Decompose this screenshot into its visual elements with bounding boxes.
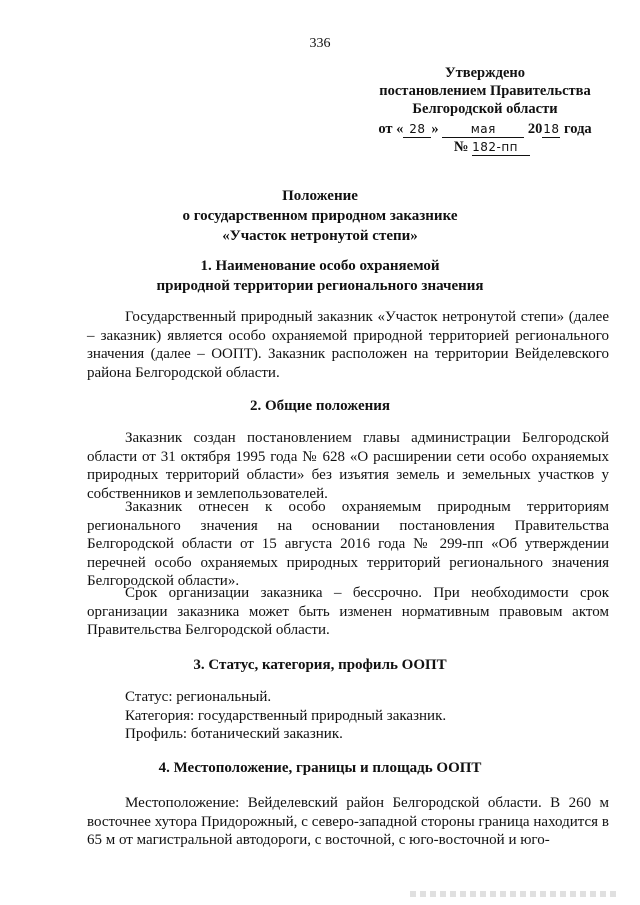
page-number: 336 [309,36,331,51]
approval-number: 182-пп [472,140,530,156]
approval-block [360,64,610,156]
section-2-heading: 2. Общие положения [249,398,391,414]
date-month: мая [442,122,524,138]
section-1-heading-line-2: природной территории регионального значения [156,278,484,294]
section-4-paragraph: Местоположение: Вейделевский район Белгородской области. В 260 м восточнее хутора Придорожный, с северо-западной стороны граница находится в 65 м от магистральной автодороги, с восточной, с юго-восточной и юго- [87,795,609,849]
date-day: 28 [403,122,431,138]
document-title [0,186,640,246]
category-line: Категория: государственный природный заказник. [125,708,447,724]
section-2-paragraph-1: Заказник создан постановлением главы администрации Белгородской области от 31 октября 1995 года № 628 «О расширении сети особо охраняемых природных территорий области» без изъятия земель и земельных участков у собственников и землепользователей. [87,430,609,502]
date-year-suffix: 18 [543,122,560,136]
section-2-paragraph-3: Срок организации заказника – бессрочно. При необходимости срок организации заказника может быть изменен нормативным правовым актом Правительства Белгородской области. [87,585,609,639]
date-prefix: от [378,121,393,137]
date-year-word: года [564,121,592,137]
section-1-paragraph: Государственный природный заказник «Участок нетронутой степи» (далее – заказник) является особо охраняемой природной территорией регионального значения (далее – ООПТ). Заказник расположен на территории Вейделевского района Белгородской области. [87,309,609,381]
status-line: Статус: региональный. [125,689,272,705]
number-prefix: № [453,139,469,155]
section-3-heading: 3. Статус, категория, профиль ООПТ [193,657,447,673]
section-1-heading [0,256,640,296]
title-line-3: «Участок нетронутой степи» [222,228,418,244]
faded-footer-mark [410,891,620,897]
approval-number-line [374,138,610,156]
section-2-paragraph-2: Заказник отнесен к особо охраняемым природным территориям регионального значения на основании постановления Правительства Белгородской области от 15 августа 2016 года № 299-пп «Об утверждении перечней особо охраняемых природных территорий регионального значения Белгородской области». [87,499,609,590]
approval-line-2: постановлением Правительства [379,83,591,99]
approval-line-1: Утверждено [445,65,525,81]
approval-line-3: Белгородской области [412,101,558,117]
date-year-prefix: 20 [527,121,543,137]
approval-date-line: от « 28 » мая 2018 года [378,121,592,137]
title-line-2: о государственном природном заказнике [182,208,458,224]
section-4-heading: 4. Местоположение, границы и площадь ООПТ [158,760,482,776]
title-line-1: Положение [282,188,358,204]
section-1-heading-line-1: 1. Наименование особо охраняемой [200,258,440,274]
profile-line: Профиль: ботанический заказник. [125,726,343,742]
